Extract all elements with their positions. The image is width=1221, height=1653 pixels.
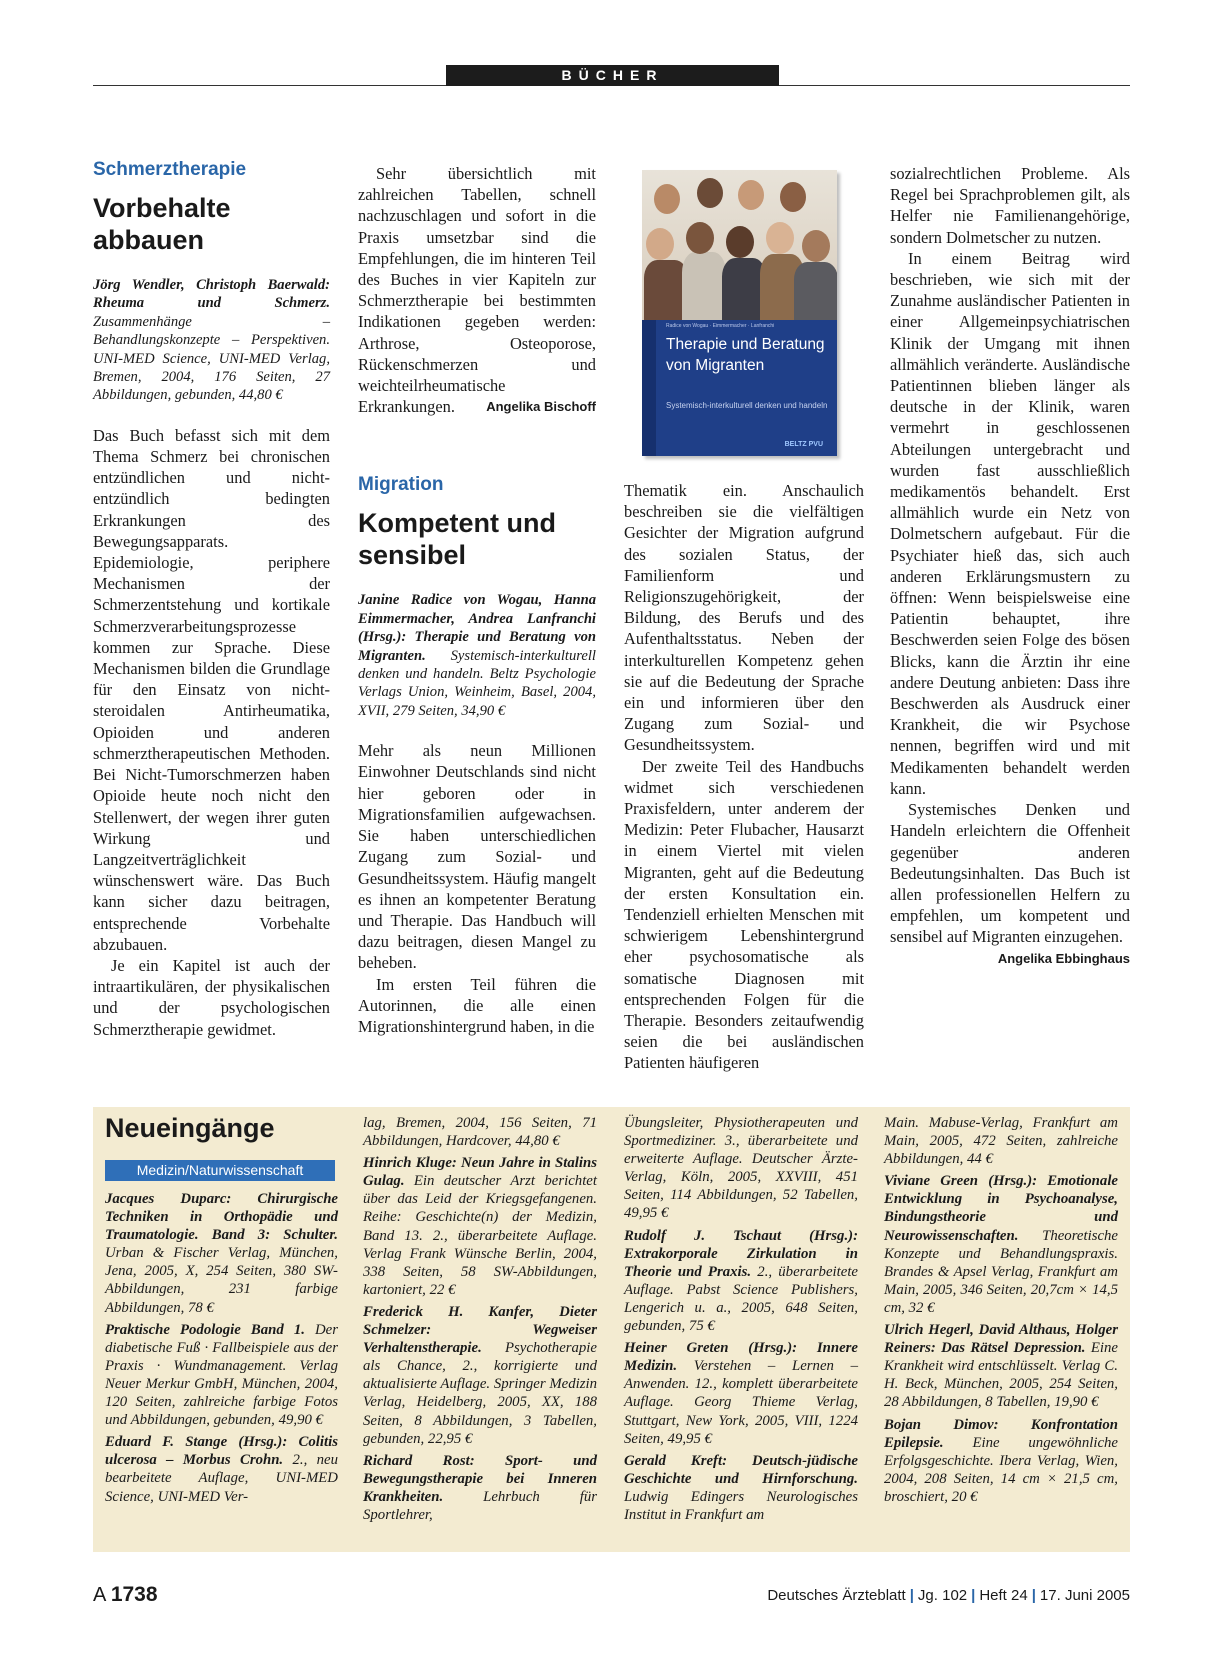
footer-separator: | (909, 1587, 914, 1604)
article2-bibliography (358, 591, 596, 720)
section-label: BÜCHER (446, 65, 779, 86)
article1-kicker: Schmerztherapie (93, 159, 247, 180)
journal-name: Deutsches Ärzteblatt (767, 1587, 906, 1604)
cover-publisher: BELTZ PVU (784, 441, 823, 448)
article2-headline: Kompetent und sensibel (358, 508, 556, 571)
article2-paragraph-5-text: Systemisches Denken und Handeln erleichtern die Offenheit gegenüber anderen Bedeutungsinhalten. Das Buch ist allen professionellen Helfern zu empfehlen, um kompetent und sensibel auf Migranten einzugehen. (890, 800, 1130, 947)
article2-bibl-authors: Janine Radice von Wogau, Hanna Eimmermacher, Andrea Lanfranchi (Hrsg.): Therapie und Beratung von Migranten. (358, 592, 596, 664)
article1-paragraph-3-text: Sehr übersichtlich mit zahlreichen Tabellen, schnell nachzuschlagen und sofort in die Praxis umsetzbar sind die Empfehlungen, die im hinteren Teil des Buches in vier Kapiteln zur Schmerztherapie bei bestimmten Indikationen gegeben werden: Arthrose, Osteoporose, Rückenschmerzen und weichteilrheumatische Erkrankungen. (358, 164, 596, 417)
journal-date: 17. Juni 2005 (1039, 1587, 1130, 1604)
neueingaenge-column-4: Main. Mabuse-Verlag, Frankfurt am Main, 2005, 472 Seiten, zahlreiche Abbildungen, 44 € Viviane Green (Hrsg.): Emotionale Entwicklung in Psychoanalyse, Bindungstheorie und Neurowissenschaften. Theoretische Konzepte und Behandlungspraxis. Brandes & Apsel Verlag, Frankfurt am Main, 2005, 346 Seiten, 20,7cm × 14,5 cm, 32 € Ulrich Hegerl, David Althaus, Holger Reiners: Das Rätsel Depression. Eine Krankheit wird entschlüsselt. Verlag C. H. Beck, München, 2005, 254 Seiten, 28 Abbildungen, 8 Tabellen, 19,90 € Bojan Dimov: Konfrontation Epilepsie. Eine ungewöhnliche Erfolgsgeschichte. Ibera Verlag, Wien, 2004, 208 Seiten, 14 cm × 21,5 cm, broschiert, 20 € (884, 1115, 1118, 1505)
article2-paragraph-4: In einem Beitrag wird beschrieben, wie sich mit der Zunahme ausländischer Patienten in einer Allgemeinpsychiatrischen Klinik der Umgang mit ihnen allmählich veränderte. Ausländische Patientinnen blieben länger als deutsche in der Klinik, waren vermehrt in geschlossenen Abteilungen untergebracht und wurden fast ausschließlich medikamentös behandelt. Erst allmählich wurde ein Netz von Dolmetschern aufgebaut. Für die Psychiater hieß das, sich auch anderen Erklärungsmustern zu öffnen: Wenn beispielsweise eine Patientin behauptet, ihre Beschwerden seien Folge des bösen Blicks, kann die Ärztin ihr eine andere Deutung anbieten: Dass ihre Beschwerden als Ausdruck einer Krankheit, die wir Psychose nennen, begriffen wird und mit Medikamenten behandelt werden kann. (890, 248, 1130, 798)
neueingaenge-title: Neueingänge (105, 1113, 275, 1143)
footer-separator: | (1031, 1587, 1036, 1604)
cover-subtitle: Systemisch-interkulturell denken und handeln (666, 401, 828, 410)
journal-volume: Jg. 102 (917, 1587, 968, 1604)
article-column-2 (358, 163, 596, 1037)
page-number-value: 1738 (110, 1583, 158, 1606)
neueingaenge-category: Medizin/Naturwissenschaft (105, 1160, 335, 1181)
neueingaenge-column-3: Übungsleiter, Physiotherapeuten und Sportmediziner. 3., überarbeitete und erweiterte Auflage. Deutscher Ärzte-Verlag, Köln, 2005, XXVIII, 451 Seiten, 114 Abbildungen, 52 Tabellen, 49,95 € Rudolf J. Tschaut (Hrsg.): Extrakorporale Zirkulation in Theorie und Praxis. 2., überarbeitete Auflage. Pabst Science Publishers, Lengerich u. a., 2005, 648 Seiten, gebunden, 75 € Heiner Greten (Hrsg.): Innere Medizin. Verstehen – Lernen – Anwenden. 12., komplett überarbeitete Auflage. Georg Thieme Verlag, Stuttgart, New York, 2005, VIII, 1224 Seiten, 49,95 € Gerald Kreft: Deutsch-jüdische Geschichte und Hirnforschung. Ludwig Edingers Neurologisches Institut in Frankfurt am (624, 1115, 858, 1523)
article2-paragraph-1: Mehr als neun Millionen Einwohner Deutschlands sind nicht hier geboren oder in Migrationsfamilien aufgewachsen. Sie haben unterschiedlichen Zugang zum Sozial- und Gesundheitssystem. Häufig mangelt es ihnen an kompetenter Beratung und Therapie. Das Handbuch will dazu beitragen, diesen Mangel zu beheben. (358, 741, 596, 973)
article-column-3 (624, 480, 864, 1074)
page-number (93, 1583, 158, 1607)
article1-bibliography (93, 276, 330, 405)
cover-spine (642, 320, 656, 456)
article2-paragraph-3-cont (890, 163, 1130, 248)
journal-issue: Heft 24 (979, 1587, 1028, 1604)
neueingaenge-column-1: Jacques Duparc: Chirurgische Techniken in Orthopädie und Traumatologie. Band 3: Schulter. Urban & Fischer Verlag, München, Jena, 2005, X, 254 Seiten, 380 SW-Abbildungen, 231 farbige Abbildungen, 78 € Praktische Podologie Band 1. Der diabetische Fuß · Fallbeispiele aus der Praxis · Wundmanagement. Verlag Neuer Merkur GmbH, München, 2004, 120 Seiten, zahlreiche farbige Fotos und Abbildungen, gebunden, 49,90 € Eduard F. Stange (Hrsg.): Colitis ulcerosa – Morbus Crohn. 2., neu bearbeitete Auflage, UNI-MED Science, UNI-MED Ver- (105, 1191, 339, 1505)
article2-paragraph-3-text-b: sozialrechtlichen Probleme. Als Regel bei Sprachproblemen gilt, als Helfer nie Familienangehörige, sondern Dolmetscher zu nutzen. (890, 164, 1130, 247)
cover-photo (642, 170, 837, 320)
page-prefix: A (93, 1584, 106, 1606)
article1-column-1 (93, 158, 330, 1040)
article1-paragraph-1: Das Buch befasst sich mit dem Thema Schmerz bei chronischen entzündlichen und nicht-entzündlich bedingten Erkrankungen des Bewegungsapparats. Epidemiologie, periphere Mechanismen der Schmerzentstehung und kortikale Schmerzverarbeitungsprozesse kommen zur Sprache. Diese Mechanismen bilden die Grundlage für den Einsatz von nicht-steroidalen Antirheumatika, Opioiden und anderen schmerztherapeutischen Methoden. Bei Nicht-Tumorschmerzen haben Opioide heute noch nicht den Stellenwert, der wegen ihrer guten Wirkung und Langzeitverträglichkeit wünschenswert wäre. Das Buch kann sicher dazu beitragen, entsprechende Vorbehalte abzubauen. (93, 425, 330, 954)
article2-paragraph-2-text-b: Thematik ein. Anschaulich beschreiben sie die vielfältigen Gesichter der Migration aufgrund des sozialen Status, der Familienform und Religionszugehörigkeit, der Bildung, des Berufs und des Aufenthaltsstatus. Neben der interkulturellen Kompetenz gehen sie auf die Bedeutung der Sprache ein und informieren über den Zugang zum Sozial- und Gesundheitssystem. (624, 481, 864, 755)
cover-authors: Radice von Wogau · Eimmermacher · Lanfranchi (666, 323, 775, 329)
article1-bibl-authors: Jörg Wendler, Christoph Baerwald: Rheuma und Schmerz. (93, 277, 330, 312)
article1-paragraph-3 (358, 163, 596, 417)
article2-author: Angelika Ebbinghaus (997, 950, 1130, 966)
article-column-4 (890, 163, 1130, 969)
article2-paragraph-5 (890, 799, 1130, 966)
footer-separator: | (971, 1587, 976, 1604)
article2-paragraph-2-start (358, 974, 596, 1038)
article1-bibl-rest: Zusammenhänge – Behandlungskonzepte – Perspektiven. UNI-MED Science, UNI-MED Verlag, Bremen, 2004, 176 Seiten, 27 Abbildungen, gebunden, 44,80 € (93, 313, 330, 404)
article2-kicker: Migration (358, 474, 444, 496)
article1-author: Angelika Bischoff (486, 399, 596, 415)
article1-paragraph-2: Je ein Kapitel ist auch der intraartikulären, der physikalischen und der psychologischen Schmerztherapie gewidmet. (93, 955, 330, 1039)
article2-paragraph-3-text-a: Der zweite Teil des Handbuchs widmet sich verschiedenen Praxisfeldern, unter anderem der Medizin: Peter Flubacher, Hausarzt in einem Viertel mit vielen Migranten, geht auf die Bedeutung der ersten Konsultation ein. Tendenziell erhielten Menschen mit schwierigem Lebenshintergrund eher psychosomatische als somatische Diagnosen mit entsprechenden Folgen für die Therapie. Besonders zeitaufwendig seien die bei ausländischen Patienten häufigeren (624, 756, 864, 1073)
article2-paragraph-2-cont (624, 480, 864, 756)
book-cover-image (642, 170, 837, 456)
article1-headline: Vorbehalte abbauen (93, 193, 231, 255)
article2-paragraph-2-text-a: Im ersten Teil führen die Autorinnen, die alle einen Migrationshintergrund haben, in die (358, 974, 596, 1036)
journal-footer (767, 1587, 1130, 1604)
cover-title: Therapie und Beratung von Migranten (666, 336, 825, 374)
article2-bibl-rest: Systemisch-interkulturell denken und handeln. Beltz Psychologie Verlags Union, Weinheim, Basel, 2004, XVII, 279 Seiten, 34,90 € (358, 647, 596, 719)
article2-paragraph-3 (624, 756, 864, 1074)
neueingaenge-column-2: lag, Bremen, 2004, 156 Seiten, 71 Abbildungen, Hardcover, 44,80 € Hinrich Kluge: Neun Jahre in Stalins Gulag. Ein deutscher Arzt berichtet über das Leid der Kriegsgefangenen. Reihe: Geschichte(n) der Medizin, Band 13. 2., überarbeitete Auflage. Verlag Frank Wünsche Berlin, 2004, 338 Seiten, 58 SW-Abbildungen, kartoniert, 22 € Frederick H. Kanfer, Dieter Schmelzer: Wegweiser Verhaltenstherapie. Psychotherapie als Chance, 2., korrigierte und aktualisierte Auflage. Springer Medizin Verlag, Heidelberg, 2005, XX, 188 Seiten, 8 Abbildungen, 3 Tabellen, gebunden, 22,95 € Richard Rost: Sport- und Bewegungstherapie bei Inneren Krankheiten. Lehrbuch für Sportlehrer, (363, 1115, 597, 1523)
